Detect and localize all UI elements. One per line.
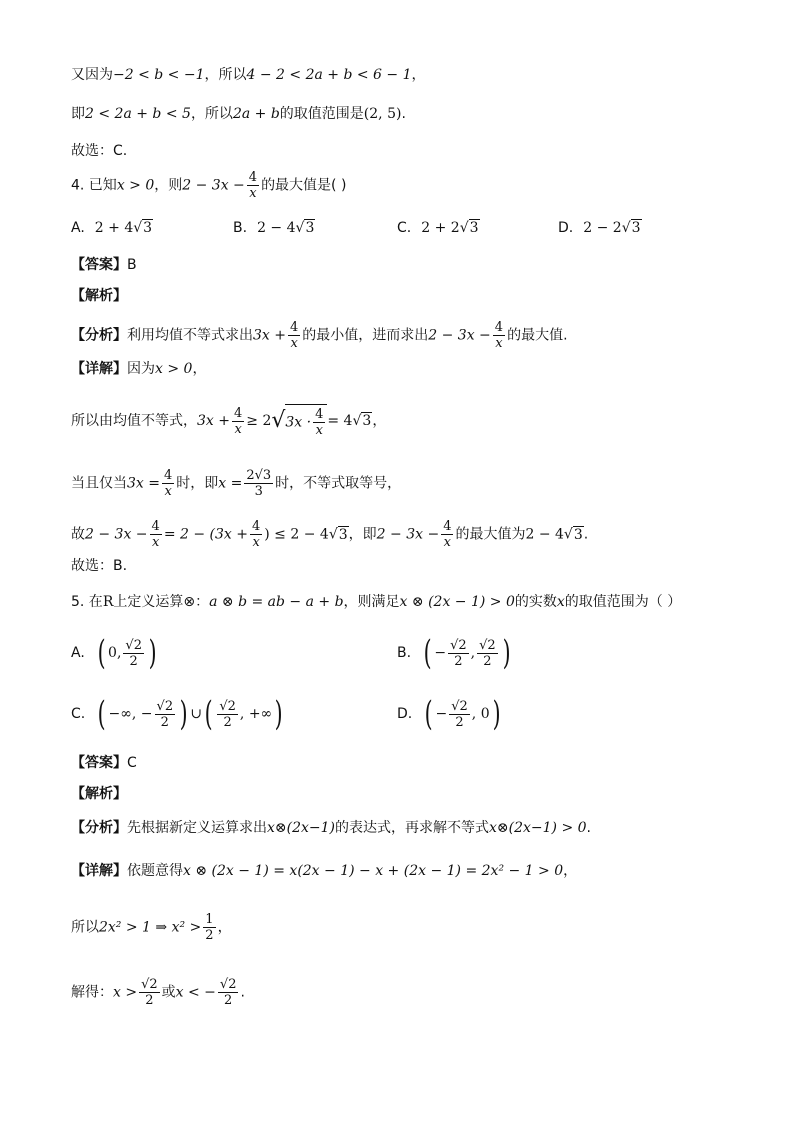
denominator: 2: [224, 993, 233, 1008]
denominator: x: [443, 535, 451, 550]
numerator: 2√3: [246, 468, 272, 483]
math-expression: 2 − 3x −: [85, 526, 148, 543]
text: ，所以: [190, 106, 233, 122]
text: .: [586, 820, 591, 836]
denominator: x: [164, 484, 172, 499]
math-expression: −: [435, 706, 448, 722]
option-label: D.: [558, 220, 574, 236]
radicand: 3: [305, 220, 315, 236]
detail-tag: 【详解】: [71, 863, 127, 879]
answer-4: [71, 255, 137, 275]
left-paren: (: [204, 694, 213, 734]
text: 利用均值不等式求出: [127, 327, 253, 344]
answer-value: B: [127, 257, 137, 273]
left-paren: (: [423, 633, 432, 673]
text: .: [583, 526, 589, 543]
right-paren: ): [148, 633, 157, 673]
sqrt: √: [271, 408, 286, 433]
text: ，则满足: [343, 594, 400, 610]
fraction: [313, 407, 325, 438]
fraction: [150, 519, 162, 550]
math-expression: 3x =: [127, 475, 160, 492]
detail-4: [71, 359, 206, 379]
denominator: x: [495, 336, 503, 351]
step-equality: [71, 468, 401, 499]
option-b: [233, 218, 315, 238]
fraction: [288, 320, 300, 351]
fraction: [449, 699, 470, 730]
answer-5: [71, 753, 137, 773]
math-condition: x > 0: [116, 177, 155, 194]
radicand: 3: [469, 220, 479, 236]
fraction: [250, 519, 262, 550]
option-label: D.: [397, 706, 413, 722]
math-expression: x < −: [175, 984, 216, 1001]
option-a: [71, 218, 153, 238]
analysis-tag: 【分析】: [71, 820, 127, 836]
answer-value: C: [127, 755, 137, 771]
math-expression: 3x +: [197, 413, 230, 429]
numerator: √2: [125, 637, 142, 653]
analysis-tag: 【解析】: [71, 288, 127, 304]
denominator: 2: [145, 993, 154, 1008]
math-expression: 2 − 3x −: [182, 177, 245, 194]
option-a: [71, 633, 159, 673]
left-paren: (: [97, 694, 106, 734]
solution-line-1: [71, 65, 426, 85]
right-paren: ): [502, 633, 511, 673]
text: 的最大值.: [507, 327, 568, 344]
numerator: √2: [479, 637, 496, 653]
numerator: 4: [151, 519, 160, 534]
analysis-tag: 【分析】: [71, 327, 127, 344]
text: 或: [161, 984, 176, 1001]
text: ，则: [154, 177, 183, 194]
numerator: 1: [205, 912, 214, 927]
text: 时，即: [176, 475, 219, 492]
fraction: [493, 320, 505, 351]
denominator: 2: [160, 714, 169, 730]
text: 的实数: [514, 594, 557, 610]
analysis-4: [71, 320, 568, 351]
math-inequality: −2 < b < −1: [113, 67, 205, 83]
math-definition: a ⊗ b = ab − a + b: [209, 594, 344, 610]
fraction: [155, 699, 176, 730]
option-label: B.: [233, 220, 248, 236]
math-expression: 2 − 4: [525, 526, 564, 543]
step-amgm: [71, 404, 386, 438]
numerator: √2: [219, 977, 237, 992]
analysis-4-header: [71, 286, 127, 306]
math-condition: x > 0: [155, 361, 193, 377]
math-expression: x ⊗ (2x − 1) = x(2x − 1) − x + (2x − 1) = 2x² − 1 > 0: [183, 863, 564, 879]
math-expression: 0,: [108, 645, 122, 661]
text: 依题意得: [127, 863, 183, 879]
text: 故: [71, 526, 85, 543]
left-paren: (: [424, 694, 433, 734]
numerator: √2: [450, 637, 467, 653]
fraction: [123, 638, 144, 669]
math-expression: x⊗(2x−1): [267, 820, 335, 836]
text: 当且仅当: [71, 475, 127, 492]
text: 所以由均值不等式，: [71, 413, 197, 429]
numerator: 4: [163, 468, 173, 483]
denominator: x: [249, 186, 257, 201]
option-expr: 2 + 4: [94, 220, 134, 236]
detail-5: [71, 861, 577, 881]
sqrt: √3: [133, 220, 153, 236]
answer-tag: 【答案】: [71, 755, 127, 771]
numerator: 4: [289, 320, 299, 335]
detail-tag: 【详解】: [71, 361, 127, 377]
right-paren: ): [179, 694, 188, 734]
text: .: [240, 984, 245, 1001]
fraction: [448, 638, 469, 669]
text: ，即: [348, 526, 377, 543]
numerator: √2: [141, 977, 158, 992]
question-number: 4. 已知: [71, 177, 117, 194]
sqrt: √3: [621, 220, 641, 236]
math-expression: , 0: [471, 706, 490, 722]
option-d: [558, 218, 642, 238]
math-expression: −: [434, 645, 447, 661]
denominator: 2: [483, 653, 492, 669]
sqrt: √3: [563, 526, 583, 543]
sqrt: √3: [328, 526, 348, 543]
math-variable: x: [556, 594, 565, 610]
math-expression: 2 − 3x −: [428, 327, 491, 344]
text: ，: [372, 413, 387, 429]
text: 所以: [71, 919, 99, 936]
text: 时，不等式取等号，: [275, 475, 402, 492]
text: ，: [217, 919, 232, 936]
option-label: C.: [71, 706, 86, 722]
radicand: 3: [338, 526, 348, 543]
fraction: [247, 170, 259, 201]
text: ，: [411, 67, 426, 83]
text: ，: [563, 863, 578, 879]
fraction: [217, 699, 238, 730]
denominator: 3: [254, 484, 263, 499]
text: 的表达式，再求解不等式: [335, 820, 489, 836]
text: 的最大值为: [455, 526, 526, 543]
math-inequality: 2 < 2a + b < 5: [85, 106, 191, 122]
union-symbol: ∪: [190, 706, 203, 722]
fraction: [203, 912, 215, 943]
option-expr: 2 − 4: [257, 220, 296, 236]
option-label: A.: [71, 645, 85, 661]
math-inequality: x⊗(2x−1) > 0: [489, 820, 587, 836]
analysis-5: [71, 818, 591, 838]
question-5: [71, 592, 681, 612]
fraction: [441, 519, 453, 550]
denominator: 2: [223, 714, 232, 730]
answer-choice-line-b: 故选：B.: [71, 558, 128, 574]
question-number: 5. 在: [71, 594, 103, 610]
math-interval: (2, 5): [363, 106, 402, 122]
numerator: √2: [451, 698, 468, 714]
fraction: [162, 468, 174, 499]
sqrt: √3: [295, 220, 315, 236]
math-expression: ,: [470, 645, 476, 661]
math-expression: ) ≤ 2 − 4: [264, 526, 329, 543]
denominator: x: [252, 535, 260, 550]
text: 的最小值，进而求出: [302, 327, 429, 344]
answer-choice-line: 故选：C.: [71, 143, 128, 159]
right-paren: ): [492, 694, 501, 734]
math-expression: −∞, −: [108, 706, 153, 722]
math-expression: 3x +: [253, 327, 286, 344]
fraction: [244, 468, 273, 499]
text: 的最大值是( ): [261, 177, 347, 194]
radicand: 3: [631, 220, 641, 236]
math-expression: x =: [218, 475, 243, 492]
option-label: C.: [397, 220, 412, 236]
math-expression: ≥ 2: [246, 413, 272, 429]
step-conclusion: [71, 519, 588, 550]
text: 的取值范围为（ ）: [564, 594, 682, 610]
math-expression: = 4: [327, 413, 353, 429]
denominator: x: [234, 421, 242, 437]
text: .: [401, 106, 406, 122]
left-paren: (: [97, 633, 106, 673]
math-expression: = 2 − (3x +: [163, 526, 248, 543]
denominator: 2: [129, 653, 138, 669]
numerator: 4: [494, 320, 504, 335]
text: 解得：: [71, 984, 113, 1001]
analysis-5-header: [71, 784, 127, 804]
option-expr: 2 − 2: [583, 220, 622, 236]
radicand: 3: [143, 220, 153, 236]
math-inequality: 4 − 2 < 2a + b < 6 − 1: [246, 67, 412, 83]
text: 即: [71, 106, 85, 122]
math-expression: 2x² > 1 ⇒ x² >: [99, 919, 202, 936]
denominator: 2: [454, 653, 463, 669]
text: ，所以: [204, 67, 247, 83]
numerator: 4: [315, 407, 324, 422]
denominator: x: [152, 535, 160, 550]
math-expression: 2a + b: [232, 106, 280, 122]
sqrt: √3: [459, 220, 479, 236]
step-square: [71, 912, 232, 943]
text: 又因为: [71, 67, 113, 83]
numerator: 4: [233, 405, 243, 421]
math-symbol: R: [102, 594, 114, 610]
fraction: [477, 638, 498, 669]
text: 先根据新定义运算求出: [127, 820, 267, 836]
analysis-tag: 【解析】: [71, 786, 127, 802]
text: 上定义运算⊗：: [113, 594, 210, 610]
denominator: 2: [205, 928, 214, 943]
question-4: [71, 170, 346, 201]
option-label: B.: [397, 645, 412, 661]
option-expr: 2 + 2: [421, 220, 460, 236]
radicand: 3: [573, 526, 583, 543]
solution-line-2: [71, 104, 406, 124]
math-expression: , +∞: [239, 706, 273, 722]
math-expression: 2 − 3x −: [376, 526, 440, 543]
numerator: √2: [219, 698, 236, 714]
math-expression: x >: [113, 984, 138, 1001]
denominator: 2: [455, 714, 464, 730]
numerator: 4: [443, 519, 452, 534]
denominator: x: [315, 423, 323, 438]
answer-tag: 【答案】: [71, 257, 127, 273]
fraction: [232, 406, 244, 437]
fraction: [218, 977, 239, 1008]
numerator: √2: [156, 698, 174, 714]
text: 因为: [127, 361, 155, 377]
option-b: [397, 633, 513, 673]
text: 的取值范围是: [279, 106, 364, 122]
numerator: 4: [248, 170, 258, 185]
sqrt: √3: [352, 413, 372, 429]
math-expression: 3x ·: [285, 414, 312, 431]
radicand: 3: [362, 413, 372, 429]
option-c: [71, 694, 285, 734]
radicand: [285, 404, 327, 438]
text: ，: [192, 361, 207, 377]
numerator: 4: [251, 519, 261, 534]
right-paren: ): [274, 694, 283, 734]
option-d: [397, 694, 503, 734]
denominator: x: [290, 336, 298, 351]
option-label: A.: [71, 220, 85, 236]
step-solution: [71, 977, 245, 1008]
option-c: [397, 218, 480, 238]
math-inequality: x ⊗ (2x − 1) > 0: [399, 594, 515, 610]
fraction: [139, 977, 160, 1008]
